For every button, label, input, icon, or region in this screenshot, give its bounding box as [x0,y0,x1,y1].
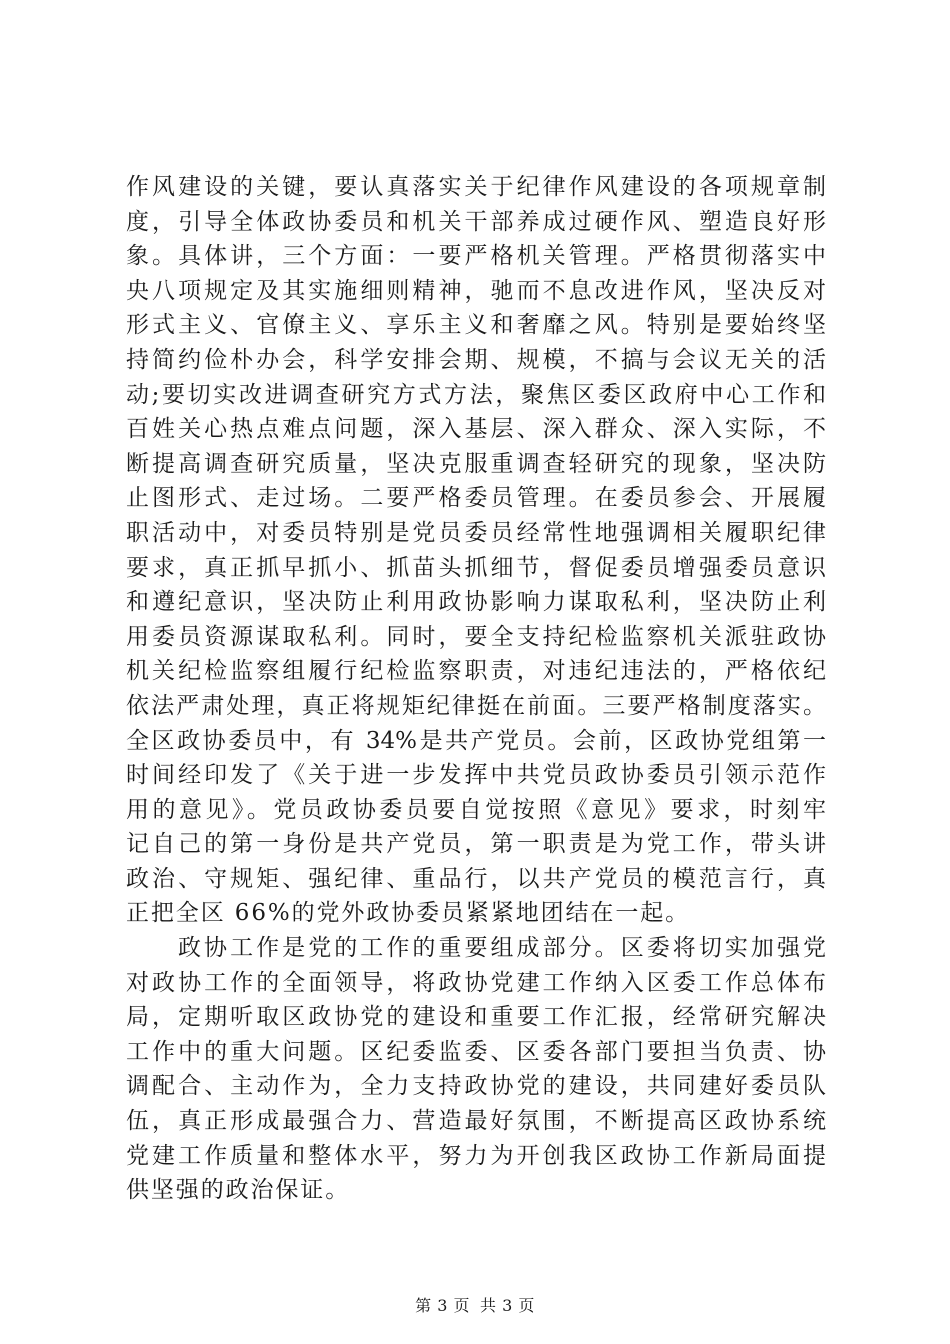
text-line: 要求，真正抓早抓小、抓苗头抓细节，督促委员增强委员意识 [126,554,826,581]
page-number: 第 3 页 [415,1296,470,1315]
text-line: 象。具体讲，三个方面：一要严格机关管理。严格贯彻落实中 [126,243,826,270]
text-line: 全区政协委员中，有 34%是共产党员。会前，区政协党组第一 [126,727,826,754]
text-line: 对政协工作的全面领导，将政协党建工作纳入区委工作总体布 [126,969,826,996]
page-footer [0,1296,950,1316]
text-line: 时间经印发了《关于进一步发挥中共党员政协委员引领示范作 [126,762,826,789]
text-line: 记自己的第一身份是共产党员，第一职责是为党工作，带头讲 [126,831,826,858]
text-line: 百姓关心热点难点问题，深入基层、深入群众、深入实际，不 [126,416,826,443]
text-line: 动;要切实改进调查研究方式方法，聚焦区委区政府中心工作和 [126,381,826,408]
text-line: 政协工作是党的工作的重要组成部分。区委将切实加强党 [178,935,826,962]
text-line: 机关纪检监察组履行纪检监察职责，对违纪违法的，严格依纪 [126,658,826,685]
text-line: 政治、守规矩、强纪律、重品行，以共产党员的模范言行，真 [126,865,826,892]
text-line: 央八项规定及其实施细则精神，驰而不息改进作风，坚决反对 [126,277,826,304]
document-body [126,170,826,1208]
text-line: 依法严肃处理，真正将规矩纪律挺在前面。三要严格制度落实。 [126,692,826,719]
text-line: 形式主义、官僚主义、享乐主义和奢靡之风。特别是要始终坚 [126,312,826,339]
text-line: 断提高调查研究质量，坚决克服重调查轻研究的现象，坚决防 [126,450,826,477]
text-line: 正把全区 66%的党外政协委员紧紧地团结在一起。 [126,900,691,927]
paragraph-2 [126,931,826,1208]
text-line: 伍，真正形成最强合力、营造最好氛围，不断提高区政协系统 [126,1108,826,1135]
paragraph-1 [126,170,826,931]
text-line: 局，定期听取区政协党的建设和重要工作汇报，经常研究解决 [126,1004,826,1031]
text-line: 度，引导全体政协委员和机关干部养成过硬作风、塑造良好形 [126,208,826,235]
text-line: 党建工作质量和整体水平，努力为开创我区政协工作新局面提 [126,1142,826,1169]
text-line: 用委员资源谋取私利。同时，要全支持纪检监察机关派驻政协 [126,623,826,650]
text-line: 供坚强的政治保证。 [126,1177,351,1204]
text-line: 工作中的重大问题。区纪委监委、区委各部门要担当负责、协 [126,1038,826,1065]
text-line: 作风建设的关键，要认真落实关于纪律作风建设的各项规章制 [126,174,826,200]
text-line: 用的意见》。党员政协委员要自觉按照《意见》要求，时刻牢 [126,796,826,823]
text-line: 持简约俭朴办会，科学安排会期、规模，不搞与会议无关的活 [126,346,826,373]
page-total: 共 3 页 [480,1296,535,1315]
text-line: 职活动中，对委员特别是党员委员经常性地强调相关履职纪律 [126,519,826,546]
text-line: 调配合、主动作为，全力支持政协党的建设，共同建好委员队 [126,1073,826,1100]
text-line: 和遵纪意识，坚决防止利用政协影响力谋取私利，坚决防止利 [126,589,826,616]
text-line: 止图形式、走过场。二要严格委员管理。在委员参会、开展履 [126,485,826,512]
